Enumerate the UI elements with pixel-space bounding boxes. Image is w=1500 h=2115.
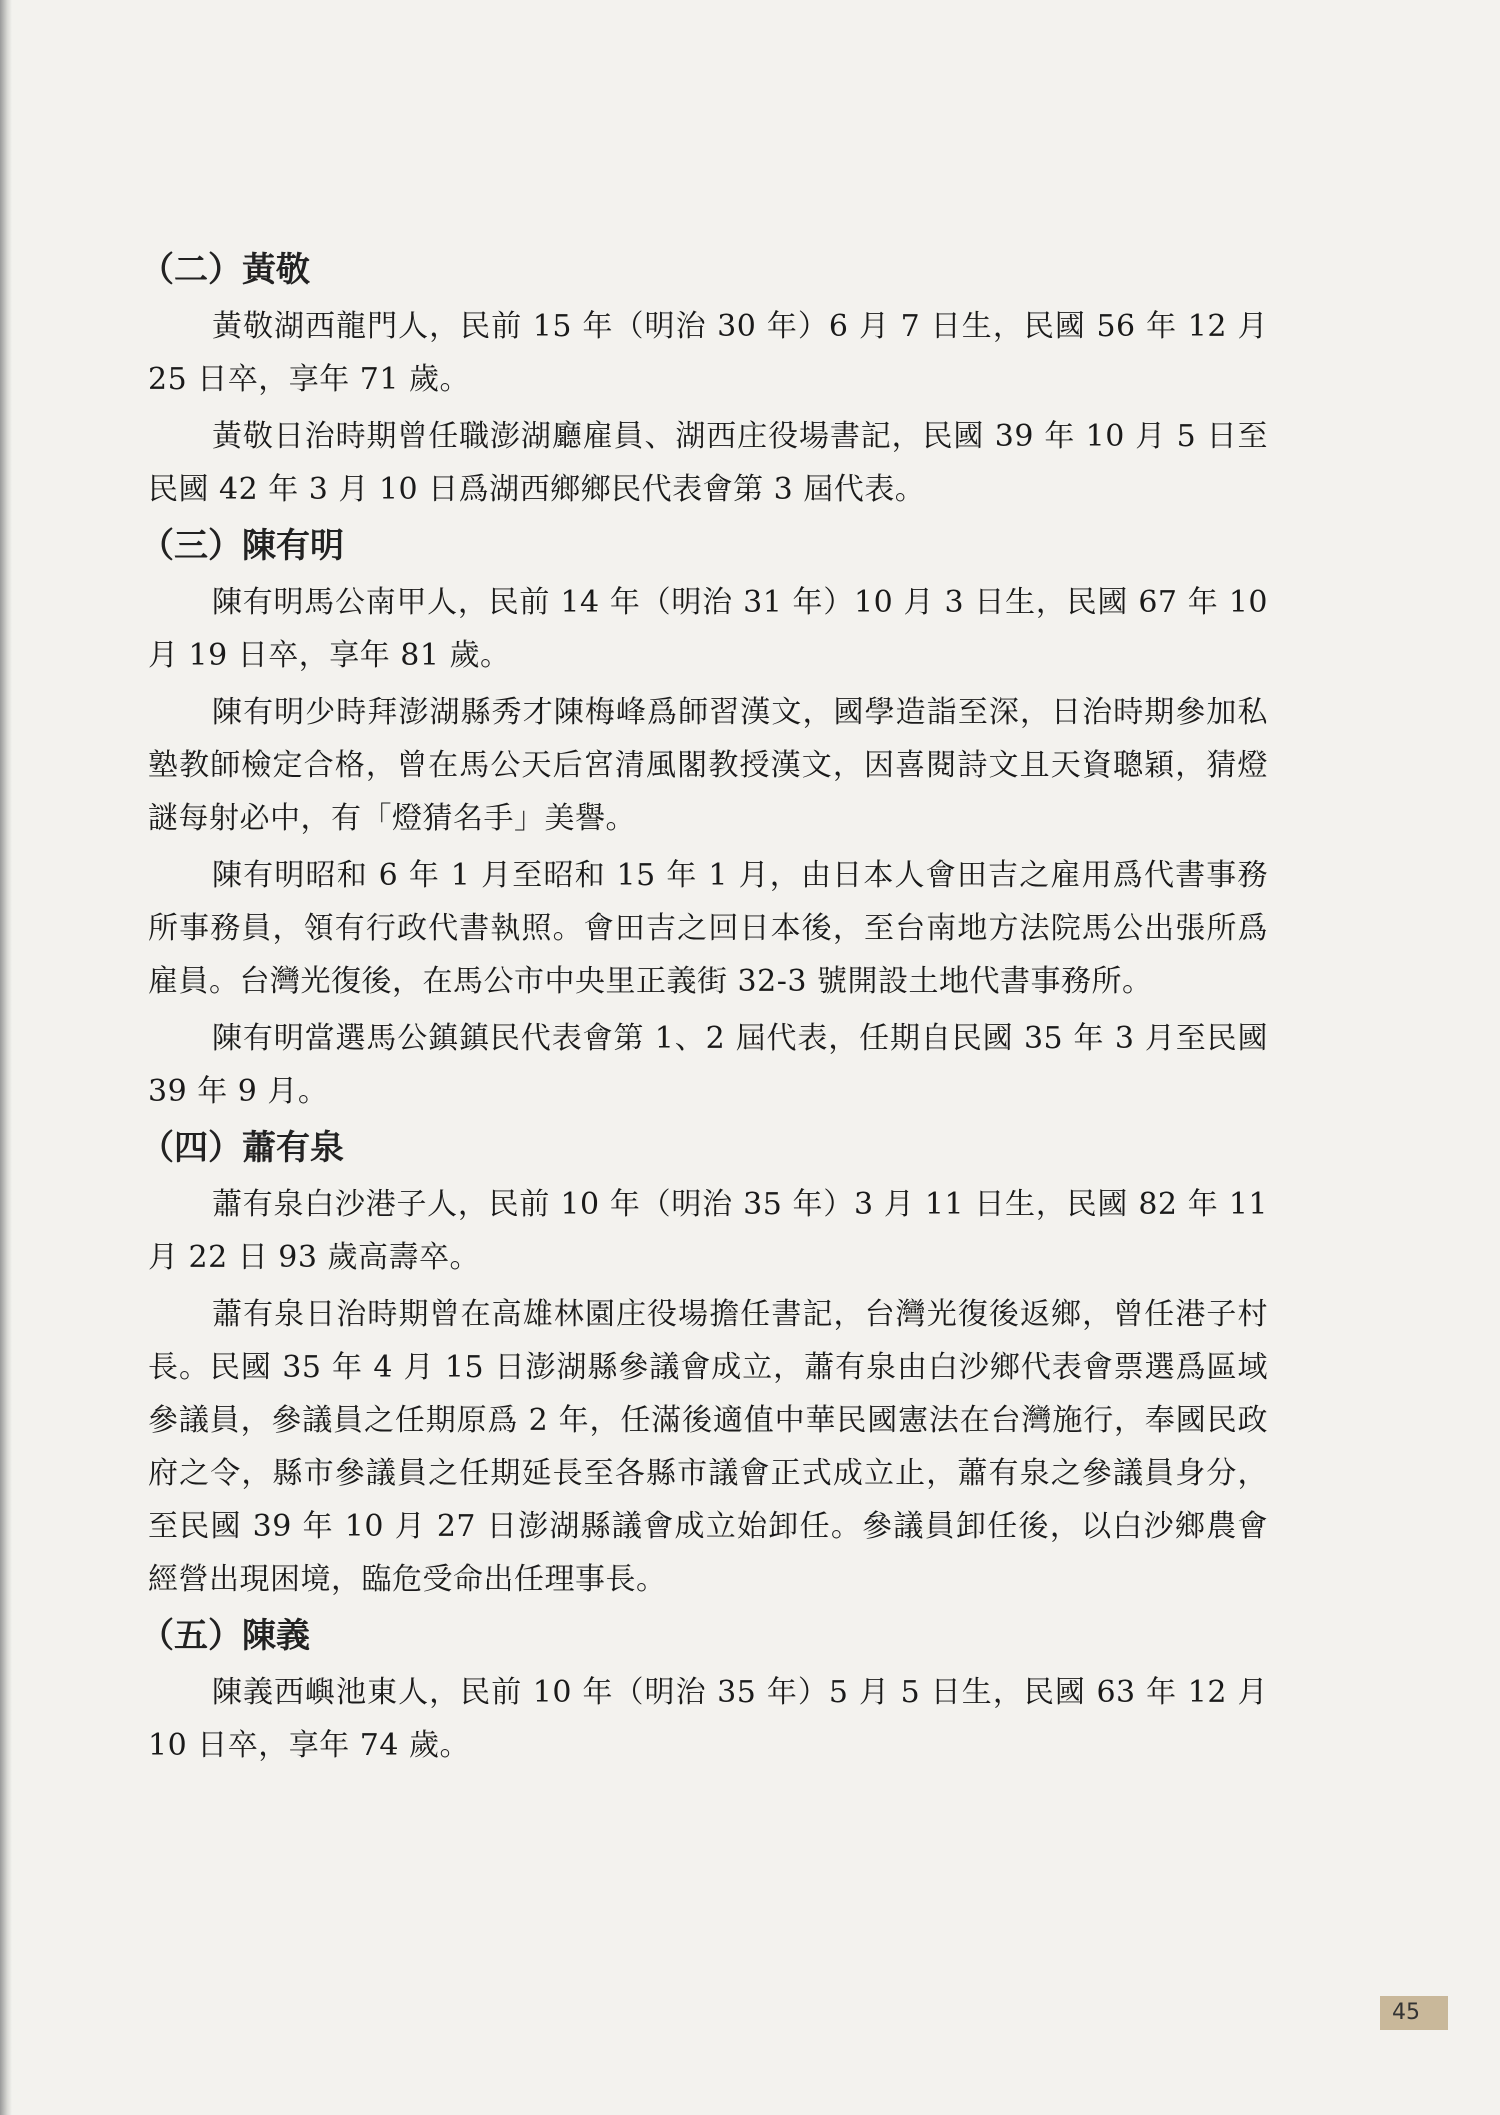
paragraph: 蕭有泉日治時期曾在高雄林園庄役場擔任書記，台灣光復後返鄉，曾任港子村長。民國 35 年 4 月 15 日澎湖縣參議會成立，蕭有泉由白沙鄉代表會票選爲區域參議員，參議員之任期原爲 2 年，任滿後適值中華民國憲法在台灣施行，奉國民政府之令，縣市參議員之任期延長至各縣市議會正式成立止，蕭有泉之參議員身分，至民國 39 年 10 月 27 日澎湖縣議會成立始卸任。參議員卸任後，以白沙鄉農會經營出現困境，臨危受命出任理事長。 bbox=[148, 1297, 1268, 1597]
section-heading: （四）蕭有泉 bbox=[140, 1128, 344, 1168]
section-heading: （三）陳有明 bbox=[140, 526, 344, 566]
paragraph: 黃敬湖西龍門人，民前 15 年（明治 30 年）6 月 7 日生，民國 56 年 12 月 25 日卒，享年 71 歲。 bbox=[148, 309, 1268, 397]
paragraph: 蕭有泉白沙港子人，民前 10 年（明治 35 年）3 月 11 日生，民國 82 年 11 月 22 日 93 歲高壽卒。 bbox=[148, 1187, 1268, 1275]
section-xiao-you-quan bbox=[140, 1122, 1268, 1606]
section-heading: （五）陳義 bbox=[140, 1616, 310, 1656]
paragraph: 陳有明昭和 6 年 1 月至昭和 15 年 1 月，由日本人會田吉之雇用爲代書事務所事務員，領有行政代書執照。會田吉之回日本後，至台南地方法院馬公出張所爲雇員。台灣光復後，在馬公市中央里正義街 32-3 號開設土地代書事務所。 bbox=[148, 858, 1268, 999]
paragraph: 陳有明當選馬公鎮鎮民代表會第 1、2 屆代表，任期自民國 35 年 3 月至民國 39 年 9 月。 bbox=[148, 1021, 1268, 1109]
section-heading: （二）黃敬 bbox=[140, 250, 310, 290]
section-huang-jing bbox=[140, 244, 1268, 516]
paragraph: 陳有明馬公南甲人，民前 14 年（明治 31 年）10 月 3 日生，民國 67 年 10 月 19 日卒，享年 81 歲。 bbox=[148, 585, 1268, 673]
page-binding-shadow bbox=[0, 0, 12, 2115]
paragraph: 陳有明少時拜澎湖縣秀才陳梅峰爲師習漢文，國學造詣至深，日治時期參加私塾教師檢定合格，曾在馬公天后宮清風閣教授漢文，因喜閱詩文且天資聰穎，猜燈謎每射必中，有「燈猜名手」美譽。 bbox=[148, 695, 1268, 836]
document-body bbox=[140, 244, 1268, 1776]
paragraph: 陳義西嶼池東人，民前 10 年（明治 35 年）5 月 5 日生，民國 63 年 12 月 10 日卒，享年 74 歲。 bbox=[148, 1675, 1268, 1763]
section-chen-yi bbox=[140, 1610, 1268, 1772]
paragraph: 黃敬日治時期曾任職澎湖廳雇員、湖西庄役場書記，民國 39 年 10 月 5 日至民國 42 年 3 月 10 日爲湖西鄉鄉民代表會第 3 屆代表。 bbox=[148, 419, 1268, 507]
page-number: 45 bbox=[1380, 1996, 1448, 2030]
section-chen-you-ming bbox=[140, 520, 1268, 1118]
